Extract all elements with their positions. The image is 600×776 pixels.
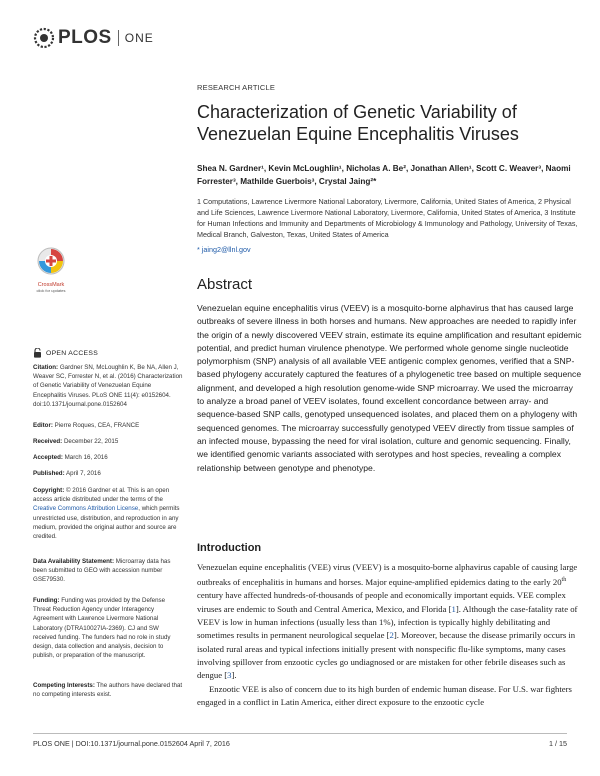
affiliations: 1 Computations, Lawrence Livermore National Laboratory, Livermore, California, United States of America, 2 Physical and Life Sciences, Lawrence Livermore National Laboratory, Livermore, California, United States of America, 3 Institute for Human Infections and Immunity and Departments of Microbiology & Immunology and Pathology, University of Texas, Medical Branch, Galveston, Texas, United States of America [197,197,578,239]
introduction-heading: Introduction [197,542,262,554]
accepted-text: March 16, 2016 [64,454,108,461]
abstract-heading: Abstract [197,276,253,293]
funding-text: Funding was provided by the Defense Threat Reduction Agency under Interagency Agreement with Lawrence Livermore National Laboratory (DTRA10027IA-2369). CJ and SW received funding. The funders had no role in study design, data collection and analysis, decision to publish, or preparation of the manuscript. [33,597,171,660]
received-text: December 22, 2015 [63,438,119,445]
received-block [33,437,183,446]
copyright-block [33,486,183,541]
crossmark-label: CrossMark [37,282,65,288]
crossmark-icon [33,246,69,276]
license-link[interactable]: Creative Commons Attribution License [33,505,139,513]
logo-one-text: ONE [124,31,154,45]
copyright-text-end: , which permits unrestricted use, distribution, and reproduction in any medium, provided the original author and source are credited. [33,505,180,541]
copyright-text: © 2016 Gardner et al. This is an open access article distributed under the terms of the [33,487,170,504]
intro-text-a: Venezuelan equine encephalitis (VEE) virus (VEEV) is a mosquito-borne alphavirus capable of causing large outbreaks of encephalitis in humans and horses. Major equine-amplified epidemics dating to the early 20 [197,562,578,588]
editor-block [33,421,183,430]
open-access-badge [33,348,98,358]
introduction-body [197,561,587,709]
funding-block [33,596,183,660]
published-block [33,469,183,478]
crossmark-badge[interactable] [33,246,69,293]
page-footer [33,739,567,748]
competing-interests-text: The authors have declared that no competing interests exist. [33,682,183,699]
open-access-label: OPEN ACCESS [46,349,99,357]
intro-paragraph-2: Enzootic VEE is also of concern due to its high burden of endemic human disease. For U.S. war fighters engaged in a conflict in Latin America, either direct exposure to the enzootic cycle [197,683,572,707]
footer-divider [33,733,567,734]
accepted-block [33,453,183,462]
article-title: Characterization of Genetic Variability of Venezuelan Equine Encephalitis Viruses [197,102,519,144]
editor-label: Editor: [33,422,53,429]
competing-interests-block [33,681,183,699]
intro-text-d: ]. Moreover, because the disease primarily occurs in isolated rural areas and typical infections initially present with nonspecific flu-like symptoms, many cases involving spillover from enzootic cycles go undiagnosed or are mistaken for other febrile diseases such as dengue [ [197,630,576,681]
published-label: Published: [33,470,65,477]
intro-superscript: th [561,577,567,584]
footer-citation: PLOS ONE | DOI:10.1371/journal.pone.0152604 April 7, 2016 [33,739,230,748]
author-list: Shea N. Gardner¹, Kevin McLoughlin¹, Nicholas A. Be², Jonathan Allen¹, Scott C. Weaver³, Naomi Forrester³, Mathilde Guerbois³, Crystal Jaing²* [197,164,571,186]
accepted-label: Accepted: [33,454,63,461]
intro-text-e: ]. [231,670,237,681]
logo-plos-text: PLOS [58,27,112,48]
data-availability-label: Data Availability Statement: [33,558,115,565]
funding-label: Funding: [33,597,60,604]
logo-divider [118,30,119,46]
plos-one-logo[interactable] [33,27,154,49]
citation-label: Citation: [33,364,59,371]
intro-text-b: century have affected hundreds-of-thousands of people and economically important equids. VEE complex viruses are endemic to South and Central America, Mexico, and Florida [ [197,590,566,614]
abstract-text: Venezuelan equine encephalitis virus (VEEV) is a mosquito-borne alphavirus that has caused large outbreaks of severe illness in both horses and humans. New approaches are needed to rapidly infer the origin of a newly discovered VEEV strain, estimate its equine amplification and resultant epidemic potential, and predict human virulence phenotype. We performed whole genome single nucleotide polymorphism (SNP) analysis of all available VEE antigenic complex genomes, verified that a SNP-based phylogeny accurately captured the features of a phylogenetic tree based on multiple sequence alignment, and developed a high resolution genome-wide SNP microarray. We used the microarray to analyze a broad panel of VEEV isolates, found excellent concordance between array- and sequence-based SNP calls, genotyped unsequenced isolates, and placed them on a phylogeny with sequenced genomes. The microarray successfully genotyped VEEV directly from tissue samples of an infected mouse, bypassing the need for viral isolation, culture and genomic sequencing. Finally, we identified genomic variants associated with serotypes and host species, revealing a complex relationship between genotype and phenotype. [197,303,582,473]
crossmark-sublabel: click for updates [36,288,66,293]
citation-text: Gardner SN, McLoughlin K, Be NA, Allen J, Weaver SC, Forrester N, et al. (2016) Characterization of Genetic Variability of Venezuelan Equine Encephalitis Viruses. PLoS ONE 11(4): e0152604. doi:10.1371/journal.pone.0152604 [33,364,183,408]
intro-paragraph-1 [197,561,587,683]
plos-logo-icon [33,27,55,49]
corresponding-email-link[interactable]: * jaing2@llnl.gov [197,245,251,254]
published-text: April 7, 2016 [66,470,101,477]
reference-link-1[interactable]: 1 [451,603,456,614]
intro-text-c: ]. Although the case-fatality rate of VEEV is low in human infections (usually less than 1%), infection is typically highly debilitating and sometimes results in permanent neurological sequelae [ [197,603,578,641]
data-availability-block [33,557,183,585]
editor-text: Pierre Roques, CEA, FRANCE [54,422,140,429]
competing-interests-label: Competing Interests: [33,682,95,689]
citation-block [33,363,183,409]
data-availability-text: Microarray data has been submitted to GEO with accession number GSE79530. [33,558,171,584]
reference-link-2[interactable]: 2 [389,630,394,641]
article-type: RESEARCH ARTICLE [197,83,276,92]
open-lock-icon [33,348,42,358]
copyright-label: Copyright: [33,487,65,494]
received-label: Received: [33,438,63,445]
page-number: 1 / 15 [549,739,567,748]
reference-link-3[interactable]: 3 [227,670,232,681]
